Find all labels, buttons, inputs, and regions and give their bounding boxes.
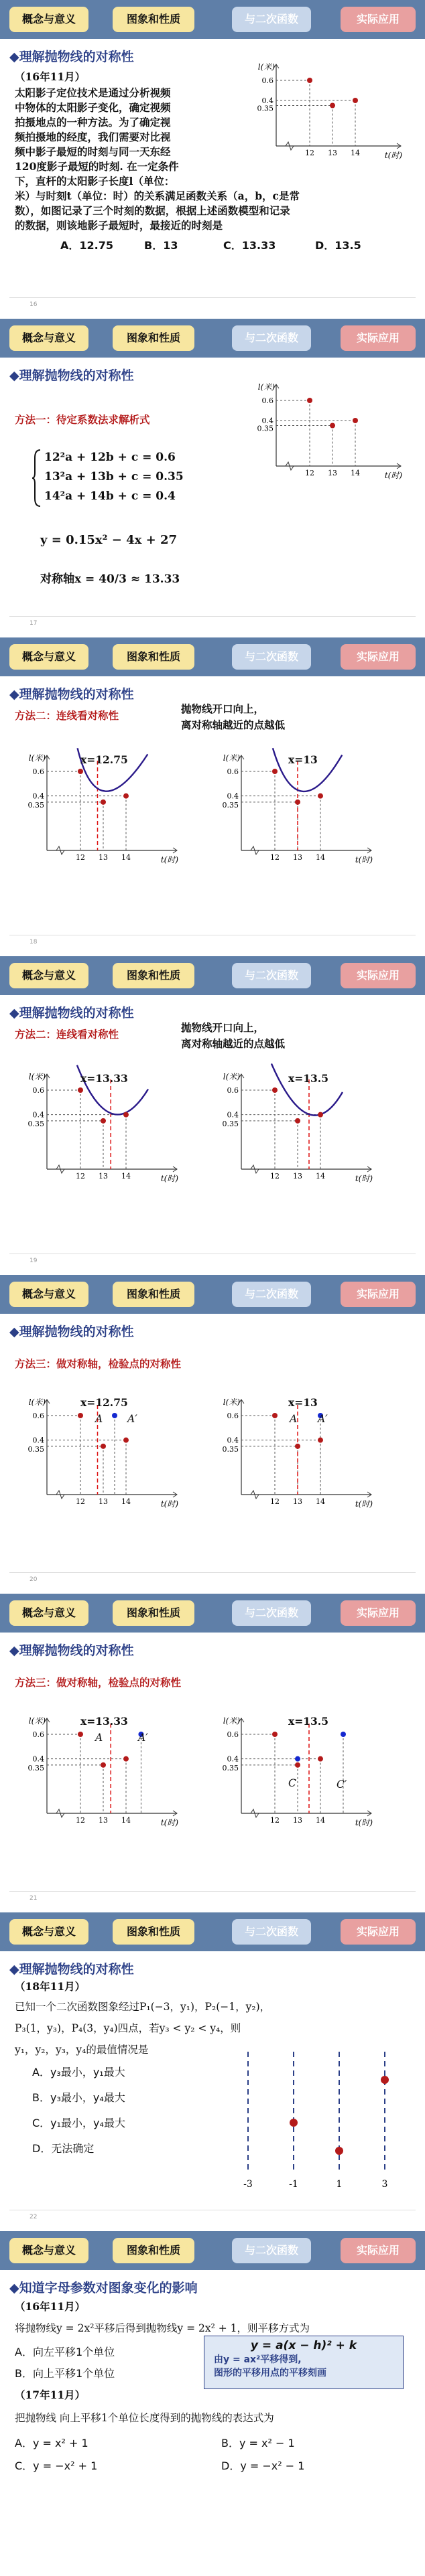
tab-quadratic[interactable]: 与二次函数 [232, 1600, 311, 1626]
x-axis-label: t(时) [160, 855, 178, 864]
graph-axis-13 [215, 751, 375, 865]
note-line: 离对称轴越近的点越低 [181, 1037, 286, 1050]
axis-label: x=12.75 [80, 1396, 128, 1409]
data-point [78, 1413, 83, 1418]
axis-label: x=12.75 [80, 753, 128, 766]
y-axis-label: l(米) [257, 382, 275, 392]
data-point [295, 1444, 300, 1449]
x-tick-label: 14 [316, 1172, 325, 1181]
axis-label: x=13.33 [80, 1072, 128, 1085]
axis-label: x=13 [288, 753, 318, 766]
tab-concept[interactable]: 概念与意义 [9, 1600, 88, 1626]
x-tick-label: -3 [243, 2179, 253, 2190]
note-line: 抛物线开口向上， [181, 702, 265, 715]
x-tick-label: 3 [381, 2179, 388, 2190]
x-tick-label: 14 [121, 1497, 131, 1506]
question-line: 数），如图记录了三个时刻的数据，根据上述函数模型和记录 [15, 204, 290, 217]
option-a[interactable]: A．y₃最小，y₁最大 [32, 2066, 125, 2078]
x-tick-label: 13 [99, 1816, 108, 1825]
data-graph [249, 380, 405, 481]
slide-22 [0, 1912, 425, 2232]
point-p2 [290, 2119, 298, 2127]
y-tick-label: 0.4 [227, 1754, 239, 1764]
data-point [330, 103, 335, 108]
tab-application[interactable]: 实际应用 [341, 1600, 416, 1626]
x-tick-label: 1 [336, 2179, 343, 2190]
tab-graph[interactable]: 图象和性质 [113, 325, 194, 351]
tab-concept[interactable]: 概念与意义 [9, 325, 88, 351]
tab-application[interactable]: 实际应用 [341, 1282, 416, 1307]
y-axis-label: l(米) [223, 753, 240, 763]
y-tick-label: 0.6 [32, 767, 44, 776]
slide-20 [0, 1275, 425, 1594]
axis-formula: 对称轴x = 40/3 ≈ 13.33 [40, 573, 180, 586]
tab-quadratic[interactable]: 与二次函数 [232, 1919, 311, 1945]
section-title: ◆理解抛物线的对称性 [9, 50, 134, 64]
x-tick-label: 12 [76, 1497, 85, 1506]
tab-quadratic[interactable]: 与二次函数 [232, 963, 311, 988]
option-c[interactable]: C．y₁最小，y₄最大 [32, 2117, 125, 2129]
tab-application[interactable]: 实际应用 [341, 7, 416, 32]
question-year: （17年11月） [15, 2389, 86, 2401]
y-axis-label: l(米) [223, 1397, 240, 1407]
point-a-prime-label: A′ [127, 1413, 137, 1425]
y-tick-label: 0.4 [227, 1110, 239, 1120]
tab-application[interactable]: 实际应用 [341, 1919, 416, 1945]
option-a[interactable]: A．向左平移1个单位 [15, 2346, 115, 2358]
x-tick-label: 13 [293, 1497, 302, 1506]
tab-concept[interactable]: 概念与意义 [9, 2238, 88, 2263]
point-p3 [335, 2147, 343, 2155]
tab-concept[interactable]: 概念与意义 [9, 7, 88, 32]
question-line: P₃(1，y₃)，P₄(3，y₄)四点，若y₃ < y₂ < y₄，则 [15, 2022, 241, 2034]
point-c-label: C [288, 1777, 296, 1789]
question-year: （16年11月） [15, 70, 86, 83]
x-tick-label: 14 [121, 853, 131, 862]
question-line: 拍摄地点的一种方法。为了确定视 [15, 116, 171, 129]
tab-quadratic[interactable]: 与二次函数 [232, 7, 311, 32]
graph-axis-12-75 [20, 751, 181, 865]
option-a[interactable]: A．y = x² + 1 [15, 2437, 88, 2449]
question-line: 将抛物线y = 2x²平移后得到抛物线y = 2x² + 1，则平移方式为 [15, 2322, 310, 2334]
question-line: y₁，y₂，y₃，y₄的最值情况是 [15, 2044, 149, 2056]
x-axis-label: t(时) [160, 1174, 178, 1183]
point-a-label: A [95, 1732, 103, 1744]
tab-graph[interactable]: 图象和性质 [113, 1600, 194, 1626]
x-tick-label: 14 [121, 1816, 131, 1825]
question-line: 频拍摄地的经度，我们需要对比视 [15, 131, 171, 143]
note-line: 离对称轴越近的点越低 [181, 718, 286, 731]
question-line: 120度影子最短的时刻. 在一定条件 [15, 160, 179, 173]
y-tick-label: 0.6 [32, 1730, 44, 1739]
data-point [307, 398, 312, 403]
option-c[interactable]: C．13.33 [223, 239, 276, 252]
x-axis-label: t(时) [384, 151, 402, 160]
graph-axis-13-33 [20, 1070, 181, 1184]
method-label: 方法三：做对称轴，检验点的对称性 [15, 1677, 182, 1689]
y-tick-label: 0.35 [27, 1444, 44, 1454]
tab-concept[interactable]: 概念与意义 [9, 644, 88, 670]
data-point [295, 1118, 300, 1124]
question-line: 米）与时刻t（单位：时）的关系满足函数关系（a，b，c是常 [15, 190, 300, 202]
data-point [318, 793, 323, 799]
point-c-prime-label: C′ [337, 1778, 347, 1791]
y-axis-label: l(米) [28, 1397, 46, 1407]
x-axis-label: t(时) [160, 1499, 178, 1509]
y-tick-label: 0.4 [32, 1754, 44, 1764]
question-year: （18年11月） [15, 1980, 86, 1993]
option-b[interactable]: B．y = x² − 1 [221, 2437, 295, 2449]
x-tick-label: 14 [316, 1497, 325, 1506]
data-point [295, 1762, 300, 1768]
method-label: 方法二：连线看对称性 [15, 1029, 119, 1041]
point-a-prime-label: A′ [318, 1413, 328, 1425]
y-tick-label: 0.35 [222, 1119, 239, 1128]
tab-bar [0, 956, 425, 995]
method-label: 方法一：待定系数法求解析式 [15, 414, 150, 426]
method-label: 方法二：连线看对称性 [15, 710, 119, 722]
x-axis-label: t(时) [355, 855, 373, 864]
tab-bar [0, 2231, 425, 2270]
divider [9, 1891, 416, 1892]
x-tick-label: 13 [328, 469, 337, 477]
x-tick-label: 13 [293, 1172, 302, 1181]
x-axis-label: t(时) [355, 1499, 373, 1509]
tab-application[interactable]: 实际应用 [341, 644, 416, 670]
slide-19 [0, 956, 425, 1276]
y-tick-label: 0.35 [257, 104, 274, 113]
section-title: ◆理解抛物线的对称性 [9, 687, 134, 702]
point-a-prime [112, 1413, 117, 1418]
option-b[interactable]: B．13 [144, 239, 178, 252]
tab-graph[interactable]: 图象和性质 [113, 1282, 194, 1307]
y-tick-label: 0.6 [227, 767, 239, 776]
tab-graph[interactable]: 图象和性质 [113, 963, 194, 988]
formula-line: 图形的平移用点的平移刻画 [214, 2368, 326, 2378]
divider [9, 297, 416, 298]
page-number: 22 [29, 2214, 38, 2220]
y-tick-label: 0.6 [32, 1412, 44, 1420]
section-title: ◆理解抛物线的对称性 [9, 1962, 134, 1977]
equation-2: 13²a + 13b + c = 0.35 [44, 470, 184, 483]
y-tick-label: 0.35 [222, 1763, 239, 1772]
data-point [101, 1762, 106, 1768]
data-point [101, 1118, 106, 1124]
page-number: 18 [29, 939, 38, 945]
tab-quadratic[interactable]: 与二次函数 [232, 1282, 311, 1307]
x-tick-label: 12 [270, 1816, 280, 1825]
y-axis-label: l(米) [223, 1716, 240, 1726]
tab-application[interactable]: 实际应用 [341, 963, 416, 988]
divider [9, 616, 416, 617]
x-tick-label: 14 [121, 1172, 131, 1181]
point-a-prime [341, 1732, 346, 1737]
y-tick-label: 0.4 [261, 96, 274, 105]
question-line: 频中影子最短的时刻与同一天东经 [15, 145, 171, 158]
x-axis-label: t(时) [355, 1818, 373, 1827]
data-point [272, 1413, 278, 1418]
x-axis-label: t(时) [384, 471, 402, 480]
page-number: 19 [29, 1258, 38, 1264]
data-point [272, 1087, 278, 1093]
note-line: 抛物线开口向上， [181, 1021, 265, 1034]
data-point [353, 418, 358, 423]
page-number: 21 [29, 1895, 38, 1902]
x-tick-label: 12 [270, 1497, 280, 1506]
y-tick-label: 0.4 [32, 1436, 44, 1445]
data-point [78, 769, 83, 774]
point-c-prime [295, 1756, 300, 1762]
y-tick-label: 0.4 [227, 1436, 239, 1445]
point-p4 [381, 2076, 389, 2084]
question-year: （16年11月） [15, 2300, 86, 2313]
section-title: ◆理解抛物线的对称性 [9, 1006, 134, 1020]
tab-bar [0, 319, 425, 358]
section-title: ◆理解抛物线的对称性 [9, 1643, 134, 1658]
section-title: ◆理解抛物线的对称性 [9, 1324, 134, 1339]
data-point [123, 793, 129, 799]
x-tick-label: 12 [270, 1172, 280, 1181]
y-tick-label: 0.35 [222, 1444, 239, 1454]
tab-bar [0, 1594, 425, 1633]
tab-application[interactable]: 实际应用 [341, 2238, 416, 2263]
data-point [78, 1087, 83, 1093]
question-line: 下，直杆的太阳影子长度l（单位： [15, 175, 175, 187]
x-tick-label: 12 [270, 853, 280, 862]
tab-quadratic[interactable]: 与二次函数 [232, 2238, 311, 2263]
method-label: 方法三：做对称轴，检验点的对称性 [15, 1358, 182, 1370]
data-point [123, 1112, 129, 1118]
x-axis-label: t(时) [160, 1818, 178, 1827]
tab-concept[interactable]: 概念与意义 [9, 1919, 88, 1945]
x-tick-label: 13 [99, 853, 108, 862]
y-tick-label: 0.6 [32, 1086, 44, 1095]
y-tick-label: 0.6 [227, 1730, 239, 1739]
x-tick-label: 12 [76, 1172, 85, 1181]
y-tick-label: 0.35 [27, 1119, 44, 1128]
axis-label: x=13.5 [288, 1072, 328, 1085]
equation-1: 12²a + 12b + c = 0.6 [44, 451, 176, 464]
x-tick-label: 12 [305, 469, 314, 477]
y-tick-label: 0.6 [227, 1412, 239, 1420]
data-point [318, 1756, 323, 1762]
data-point [318, 1112, 323, 1118]
data-point [272, 1732, 278, 1737]
tab-graph[interactable]: 图象和性质 [113, 1919, 194, 1945]
page-number: 20 [29, 1576, 38, 1583]
y-axis-label: l(米) [28, 753, 46, 763]
points-diagram [221, 2050, 409, 2191]
tab-graph[interactable]: 图象和性质 [113, 7, 194, 32]
x-tick-label: 14 [351, 469, 360, 477]
y-tick-label: 0.4 [32, 791, 44, 801]
data-graph [249, 60, 405, 161]
graph-axis-13-5 [215, 1714, 375, 1828]
section-title: ◆理解抛物线的对称性 [9, 368, 134, 383]
x-tick-label: 13 [99, 1497, 108, 1506]
formula-line: 由y = ax²平移得到, [214, 2354, 302, 2365]
divider [9, 1572, 416, 1573]
question-line: 把抛物线 向上平移1个单位长度得到的抛物线的表达式为 [15, 2412, 274, 2424]
data-point [318, 1438, 323, 1443]
x-tick-label: 13 [293, 1816, 302, 1825]
point-a-prime-label: A′ [138, 1732, 148, 1744]
x-tick-label: 14 [351, 149, 360, 157]
data-point [123, 1438, 129, 1443]
slide-18 [0, 637, 425, 957]
question-line: 已知一个二次函数图象经过P₁(−3，y₁)，P₂(−1，y₂)， [15, 2001, 271, 2013]
axis-label: x=13.5 [288, 1715, 328, 1728]
y-tick-label: 0.6 [227, 1086, 239, 1095]
y-tick-label: 0.4 [261, 416, 274, 425]
x-axis-label: t(时) [355, 1174, 373, 1183]
tab-concept[interactable]: 概念与意义 [9, 963, 88, 988]
tab-quadratic[interactable]: 与二次函数 [232, 325, 311, 351]
tab-bar [0, 0, 425, 39]
tab-application[interactable]: 实际应用 [341, 325, 416, 351]
data-point [330, 423, 335, 429]
x-tick-label: 14 [316, 1816, 325, 1825]
tab-quadratic[interactable]: 与二次函数 [232, 644, 311, 670]
tab-bar [0, 1275, 425, 1314]
question-line: 中物体的太阳影子变化，确定视频 [15, 101, 171, 114]
slide-16 [0, 0, 425, 319]
y-tick-label: 0.35 [257, 424, 274, 433]
point-a-label: A [290, 1413, 298, 1425]
page-number: 17 [29, 620, 38, 627]
tab-graph[interactable]: 图象和性质 [113, 2238, 194, 2263]
data-point [295, 800, 300, 805]
x-tick-label: 12 [76, 1816, 85, 1825]
x-tick-label: 12 [76, 853, 85, 862]
option-d[interactable]: D．y = −x² − 1 [221, 2459, 305, 2472]
equation-3: 14²a + 14b + c = 0.4 [44, 489, 176, 503]
slide-21 [0, 1594, 425, 1913]
point-a-label: A [95, 1413, 103, 1425]
slide-23 [0, 2231, 425, 2576]
axis-label: x=13 [288, 1396, 318, 1409]
x-tick-label: 13 [293, 853, 302, 862]
y-tick-label: 0.35 [27, 800, 44, 810]
y-tick-label: 0.35 [27, 1763, 44, 1772]
x-tick-label: 13 [328, 149, 337, 157]
data-point [123, 1756, 129, 1762]
data-point [78, 1732, 83, 1737]
tab-concept[interactable]: 概念与意义 [9, 1282, 88, 1307]
y-tick-label: 0.6 [261, 396, 274, 405]
y-tick-label: 0.4 [32, 1110, 44, 1120]
option-d[interactable]: D．13.5 [315, 239, 361, 252]
y-tick-label: 0.35 [222, 800, 239, 810]
section-title: ◆知道字母参数对图象变化的影响 [9, 2281, 198, 2295]
option-a[interactable]: A．12.75 [60, 239, 113, 252]
formula-line: y = a(x − h)² + k [250, 2339, 357, 2352]
graph-axis-13-5 [215, 1070, 375, 1184]
y-tick-label: 0.6 [261, 76, 274, 85]
x-tick-label: -1 [289, 2179, 298, 2190]
question-line: 太阳影子定位技术是通过分析视频 [15, 86, 171, 99]
equation-brace [32, 449, 42, 508]
tab-bar [0, 637, 425, 676]
question-line: 的数据，则该地影子最短时，最接近的时刻是 [15, 219, 223, 232]
axis-label: x=13.33 [80, 1715, 128, 1728]
x-tick-label: 12 [305, 149, 314, 157]
data-point [101, 800, 106, 805]
y-axis-label: l(米) [223, 1072, 240, 1081]
option-d[interactable]: D．无法确定 [32, 2142, 95, 2155]
slide-17 [0, 319, 425, 638]
data-point [101, 1444, 106, 1449]
option-c[interactable]: C．y = −x² + 1 [15, 2459, 98, 2472]
data-point [353, 98, 358, 103]
tab-graph[interactable]: 图象和性质 [113, 644, 194, 670]
tab-bar [0, 1912, 425, 1951]
data-point [272, 769, 278, 774]
formula-box [204, 2336, 404, 2389]
data-point [307, 78, 312, 83]
y-axis-label: l(米) [28, 1716, 46, 1726]
result-formula: y = 0.15x² − 4x + 27 [40, 533, 178, 547]
option-b[interactable]: B．向上平移1个单位 [15, 2367, 115, 2380]
y-axis-label: l(米) [28, 1072, 46, 1081]
option-b[interactable]: B．y₃最小，y₄最大 [32, 2091, 125, 2104]
x-tick-label: 13 [99, 1172, 108, 1181]
y-tick-label: 0.4 [227, 791, 239, 801]
y-axis-label: l(米) [257, 62, 275, 72]
x-tick-label: 14 [316, 853, 325, 862]
page-number: 16 [29, 301, 38, 308]
